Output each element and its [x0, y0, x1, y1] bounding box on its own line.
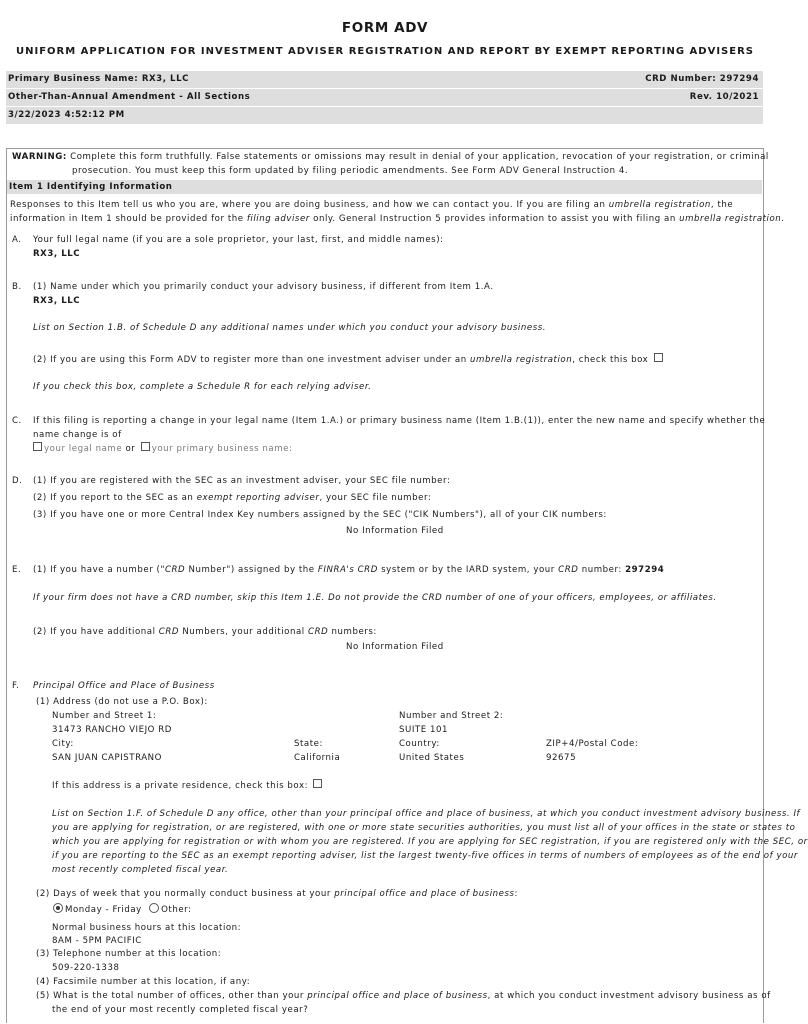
- info-band-2: [6, 89, 763, 106]
- info-band-3: [6, 107, 763, 124]
- primary-business-name: Primary Business Name: RX3, LLC: [8, 74, 189, 84]
- private-residence-question: [52, 779, 324, 792]
- business-name-option-label: your primary business name:: [151, 444, 293, 454]
- or-text: or: [125, 444, 136, 454]
- section-a-question: Your full legal name (if you are a sole proprietor, your last, first, and middle names):: [33, 235, 444, 245]
- business-hours-label: Normal business hours at this location:: [52, 923, 242, 933]
- intro-em: umbrella registration: [608, 200, 711, 210]
- question-text: , your SEC file number:: [319, 493, 432, 503]
- question-em: CRD: [308, 627, 329, 637]
- amendment-type: Other-Than-Annual Amendment - All Sections: [8, 92, 251, 102]
- country-value: United States: [399, 753, 465, 763]
- office-list-note-4: if you are reporting to the SEC as an exempt reporting adviser, list the largest twenty-five offices in terms of numbers of employees as of the end of your: [52, 851, 798, 861]
- section-c-line-2: name change is of: [33, 430, 122, 440]
- street1-label: Number and Street 1:: [52, 711, 157, 721]
- question-em: exempt reporting adviser: [196, 493, 320, 503]
- other-days-label: Other:: [161, 905, 192, 915]
- section-d-question-3: (3) If you have one or more Central Index Key numbers assigned by the SEC ("CIK Numbers"), all of your CIK numbers:: [33, 510, 607, 520]
- question-text: (2) If you have additional: [33, 627, 159, 637]
- days-options: [53, 903, 192, 916]
- warning-label: WARNING:: [12, 152, 67, 162]
- question-text: , at which you conduct investment advisory business as of: [487, 991, 771, 1001]
- office-list-note-1: List on Section 1.F. of Schedule D any office, other than your principal office and place of business, at which you conduct investment advisory business. If: [52, 809, 801, 819]
- street2-value: SUITE 101: [399, 725, 449, 735]
- question-text: (1) If you have a number (": [33, 565, 165, 575]
- filing-timestamp: 3/22/2023 4:52:12 PM: [8, 110, 125, 120]
- question-text: Number") assigned by the: [185, 565, 318, 575]
- intro-text: , the: [710, 200, 734, 210]
- street2-label: Number and Street 2:: [399, 711, 504, 721]
- item1-heading: Item 1 Identifying Information: [9, 182, 173, 192]
- section-d-question-1: (1) If you are registered with the SEC as an investment adviser, your SEC file number:: [33, 476, 451, 486]
- form-subtitle: UNIFORM APPLICATION FOR INVESTMENT ADVISER REGISTRATION AND REPORT BY EXEMPT REPORTING ADVISERS: [16, 46, 754, 57]
- monday-friday-radio[interactable]: [53, 903, 63, 913]
- question-text: If this address is a private residence, check this box:: [52, 781, 309, 791]
- business-hours-value: 8AM - 5PM PACIFIC: [52, 936, 142, 946]
- section-b-question-1: (1) Name under which you primarily conduct your advisory business, if different from Item 1.A.: [33, 282, 494, 292]
- crd-no-information: No Information Filed: [346, 642, 444, 652]
- question-text: numbers:: [328, 627, 377, 637]
- question-text: (5) What is the total number of offices, other than your: [36, 991, 308, 1001]
- state-value: California: [294, 753, 341, 763]
- item1-intro-line-1: [10, 199, 733, 211]
- zip-label: ZIP+4/Postal Code:: [546, 739, 639, 749]
- crd-number: CRD Number: 297294: [645, 74, 759, 84]
- intro-em: filing adviser: [246, 214, 310, 224]
- intro-text: Responses to this Item tell us who you are, where you are doing business, and how we can contact you. If you are filing an: [10, 200, 609, 210]
- question-text: (2) Days of week that you normally conduct business at your: [36, 889, 335, 899]
- question-text: Numbers, your additional: [179, 627, 309, 637]
- section-b-note-2: If you check this box, complete a Schedule R for each relying adviser.: [33, 382, 372, 392]
- city-label: City:: [52, 739, 74, 749]
- question-text: , check this box: [572, 355, 649, 365]
- other-days-radio[interactable]: [149, 903, 159, 913]
- umbrella-registration-checkbox[interactable]: [654, 353, 663, 362]
- section-b-letter: B.: [12, 282, 22, 292]
- name-change-options: [31, 442, 292, 455]
- city-value: SAN JUAN CAPISTRANO: [52, 753, 162, 763]
- question-em: CRD: [558, 565, 579, 575]
- office-list-note-5: most recently completed fiscal year.: [52, 865, 229, 875]
- question-text: (2) If you are using this Form ADV to register more than one investment adviser under an: [33, 355, 471, 365]
- section-e-letter: E.: [12, 565, 22, 575]
- warning-text-2: prosecution. You must keep this form updated by filing periodic amendments. See Form ADV General Instruction 4.: [72, 166, 629, 176]
- info-band-1: [6, 71, 763, 88]
- telephone-question: (3) Telephone number at this location:: [36, 949, 222, 959]
- warning-line-1: [12, 151, 769, 163]
- cik-no-information: No Information Filed: [346, 526, 444, 536]
- section-f-letter: F.: [12, 681, 20, 691]
- address-question: (1) Address (do not use a P.O. Box):: [36, 697, 208, 707]
- section-c-letter: C.: [12, 416, 22, 426]
- facsimile-question: (4) Facsimile number at this location, if any:: [36, 977, 251, 987]
- question-em: FINRA's CRD: [317, 565, 378, 575]
- offices-question-line-2: the end of your most recently completed fiscal year?: [52, 1005, 309, 1015]
- question-em: CRD: [164, 565, 186, 575]
- section-b-question-2: [33, 353, 665, 366]
- section-a-letter: A.: [12, 235, 22, 245]
- section-e-note: If your firm does not have a CRD number, skip this Item 1.E. Do not provide the CRD number of one of your officers, employees, or affiliates.: [33, 593, 717, 603]
- state-label: State:: [294, 739, 323, 749]
- question-em: principal office and place of business: [334, 889, 515, 899]
- intro-text: .: [781, 214, 785, 224]
- section-c-line-1: If this filing is reporting a change in your legal name (Item 1.A.) or primary business name (Item 1.B.(1)), enter the new name and specify whether the: [33, 416, 766, 426]
- business-name-value: RX3, LLC: [33, 296, 81, 306]
- warning-text-1: Complete this form truthfully. False statements or omissions may result in denial of your application, revocation of your registration, or criminal: [70, 152, 769, 162]
- question-text: :: [514, 889, 518, 899]
- section-d-question-2: [33, 492, 431, 504]
- intro-text: information in Item 1 should be provided for the: [10, 214, 247, 224]
- intro-text: only. General Instruction 5 provides information to assist you with filing an: [309, 214, 680, 224]
- item1-intro-line-2: [10, 213, 785, 225]
- section-e-question-2: [33, 626, 377, 638]
- private-residence-checkbox[interactable]: [313, 779, 322, 788]
- question-text: (2) If you report to the SEC as an: [33, 493, 197, 503]
- business-name-change-checkbox[interactable]: [141, 442, 150, 451]
- monday-friday-label: Monday - Friday: [65, 905, 142, 915]
- days-question: [36, 888, 518, 900]
- legal-name-change-checkbox[interactable]: [33, 442, 42, 451]
- zip-value: 92675: [546, 753, 577, 763]
- office-list-note-3: which you are applying for registration or with whom you are registered. If you are applying for SEC registration, if you are registered only with the SEC, or: [52, 837, 808, 847]
- section-f-heading: Principal Office and Place of Business: [33, 681, 215, 691]
- legal-name-option-label: your legal name: [44, 444, 123, 454]
- telephone-value: 509-220-1338: [52, 963, 120, 973]
- form-title: FORM ADV: [341, 20, 429, 36]
- question-em: umbrella registration: [470, 355, 573, 365]
- country-label: Country:: [399, 739, 440, 749]
- office-list-note-2: you are applying for registration, or are registered, with one or more state securities authorities, you must list all of your offices in the state or states to: [52, 823, 796, 833]
- offices-question-line-1: [36, 990, 771, 1002]
- form-revision: Rev. 10/2021: [689, 92, 759, 102]
- crd-number-value: 297294: [625, 565, 665, 575]
- legal-name-value: RX3, LLC: [33, 249, 81, 259]
- question-em: principal office and place of business: [307, 991, 488, 1001]
- section-b-note-1: List on Section 1.B. of Schedule D any additional names under which you conduct your advisory business.: [33, 323, 547, 333]
- question-text: number:: [578, 565, 626, 575]
- intro-em: umbrella registration: [679, 214, 782, 224]
- street1-value: 31473 RANCHO VIEJO RD: [52, 725, 172, 735]
- question-em: CRD: [158, 627, 180, 637]
- question-text: system or by the IARD system, your: [377, 565, 559, 575]
- section-d-letter: D.: [12, 476, 23, 486]
- section-e-question-1: [33, 564, 664, 576]
